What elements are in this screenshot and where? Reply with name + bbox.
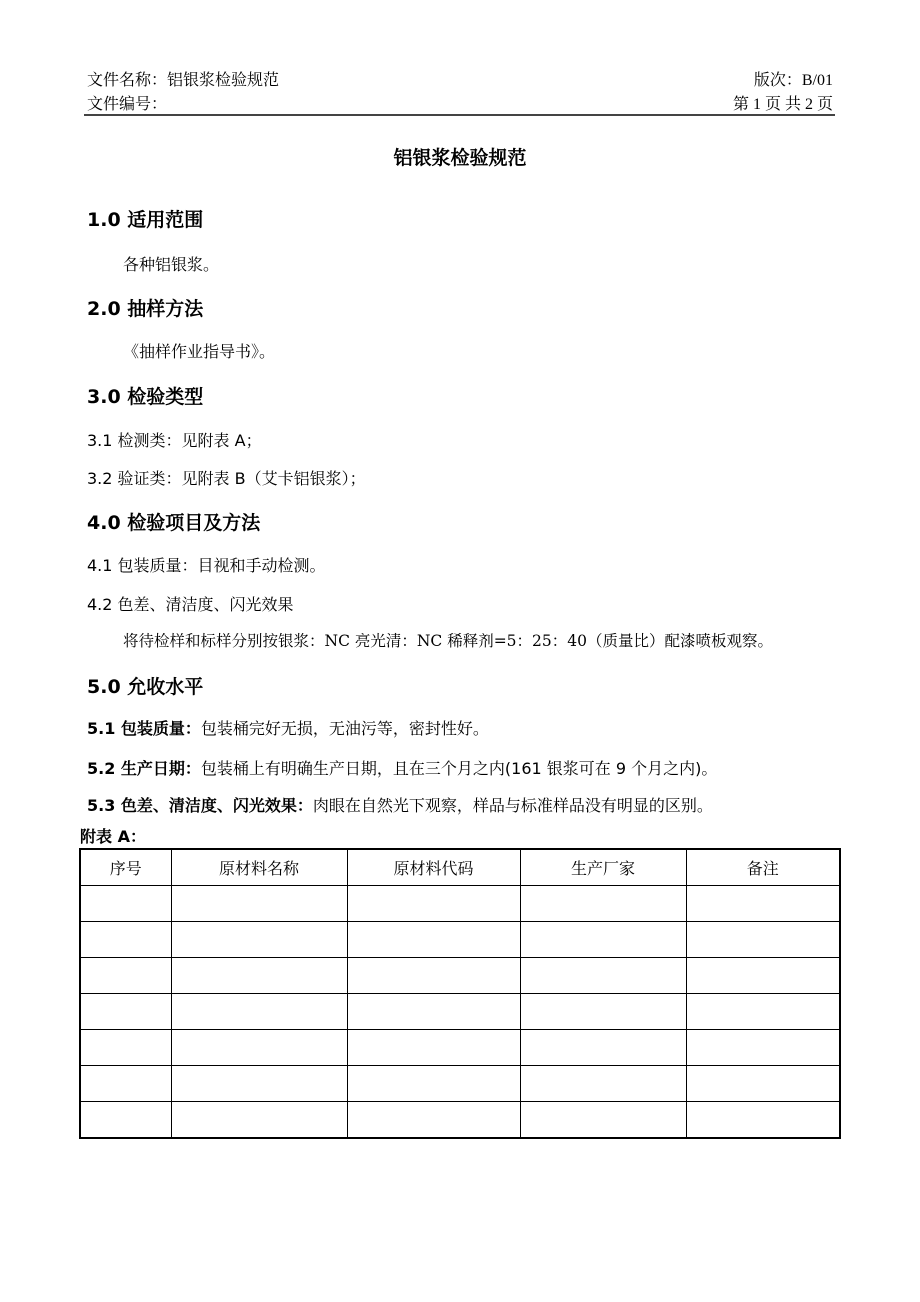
- table-cell: [686, 1030, 840, 1066]
- table-header-row: [80, 849, 840, 886]
- section-heading: 1.0 适用范围: [87, 209, 204, 231]
- table-cell: [686, 1066, 840, 1102]
- column-header: 生产厂家: [520, 849, 686, 886]
- table-row: [80, 886, 840, 922]
- list-item: [87, 793, 713, 816]
- table-cell: [520, 994, 686, 1030]
- version: 版次：B/01: [753, 72, 833, 89]
- list-item: [87, 716, 489, 739]
- table-cell: [686, 994, 840, 1030]
- table-cell: [171, 886, 347, 922]
- column-header: 序号: [80, 849, 171, 886]
- table-cell: [347, 1030, 520, 1066]
- page-title: 铝银浆检验规范: [393, 147, 527, 169]
- section-body: 各种铝银浆。: [123, 255, 220, 274]
- column-header: 备注: [686, 849, 840, 886]
- section-heading: 5.0 允收水平: [87, 676, 204, 698]
- table-row: [80, 994, 840, 1030]
- list-item: 4.1 包装质量：目视和手动检测。: [87, 556, 326, 575]
- item-text: 肉眼在自然光下观察，样品与标准样品没有明显的区别。: [312, 796, 713, 815]
- table-cell: [80, 1066, 171, 1102]
- table-cell: [686, 958, 840, 994]
- table-cell: [686, 886, 840, 922]
- appendix-label: 附表 A：: [80, 827, 146, 846]
- table-cell: [347, 958, 520, 994]
- table-row: [80, 1102, 840, 1139]
- table-cell: [171, 1066, 347, 1102]
- table-cell: [520, 958, 686, 994]
- item-text: 包装桶完好无损，无油污等，密封性好。: [200, 719, 489, 738]
- column-header: 原材料代码: [347, 849, 520, 886]
- table-row: [80, 958, 840, 994]
- appendix-table: [79, 848, 841, 1139]
- header-rule: [84, 114, 835, 116]
- column-header: 原材料名称: [171, 849, 347, 886]
- table-cell: [171, 1102, 347, 1139]
- table-cell: [80, 1030, 171, 1066]
- table-cell: [520, 922, 686, 958]
- item-text: 包装桶上有明确生产日期，且在三个月之内(161 银浆可在 9 个月之内)。: [200, 759, 718, 778]
- page-number: 第 1 页 共 2 页: [732, 96, 833, 113]
- table-cell: [347, 922, 520, 958]
- item-label: 5.1 包装质量：: [87, 719, 201, 738]
- section-heading: 4.0 检验项目及方法: [87, 512, 261, 534]
- item-label: 5.2 生产日期：: [87, 759, 201, 778]
- table-cell: [686, 922, 840, 958]
- table-cell: [686, 1102, 840, 1139]
- section-body: 《抽样作业指导书》。: [123, 342, 276, 361]
- table-row: [80, 922, 840, 958]
- item-label: 5.3 色差、清洁度、闪光效果：: [87, 796, 313, 815]
- table-cell: [80, 922, 171, 958]
- section-body: 将待检样和标样分别按银浆：NC 亮光清：NC 稀释剂=5：25：40（质量比）配漆喷板观察。: [123, 632, 773, 650]
- table-cell: [347, 1102, 520, 1139]
- table-cell: [171, 994, 347, 1030]
- list-item: 3.2 验证类：见附表 B（艾卡铝银浆）；: [87, 469, 366, 488]
- table-cell: [80, 886, 171, 922]
- table-cell: [347, 1066, 520, 1102]
- table-cell: [80, 958, 171, 994]
- table-cell: [347, 994, 520, 1030]
- table-row: [80, 1030, 840, 1066]
- table-cell: [520, 1030, 686, 1066]
- file-name: 文件名称：铝银浆检验规范: [87, 72, 280, 89]
- file-number: 文件编号：: [87, 96, 168, 113]
- table-cell: [80, 994, 171, 1030]
- list-item: 4.2 色差、清洁度、闪光效果: [87, 595, 294, 614]
- list-item: 3.1 检测类：见附表 A；: [87, 431, 262, 450]
- table-cell: [520, 886, 686, 922]
- section-heading: 2.0 抽样方法: [87, 298, 204, 320]
- list-item: [87, 756, 717, 779]
- table-cell: [80, 1102, 171, 1139]
- table-cell: [520, 1102, 686, 1139]
- table-cell: [347, 886, 520, 922]
- table-cell: [171, 922, 347, 958]
- table-cell: [171, 958, 347, 994]
- section-heading: 3.0 检验类型: [87, 386, 204, 408]
- table-cell: [520, 1066, 686, 1102]
- table-row: [80, 1066, 840, 1102]
- table-cell: [171, 1030, 347, 1066]
